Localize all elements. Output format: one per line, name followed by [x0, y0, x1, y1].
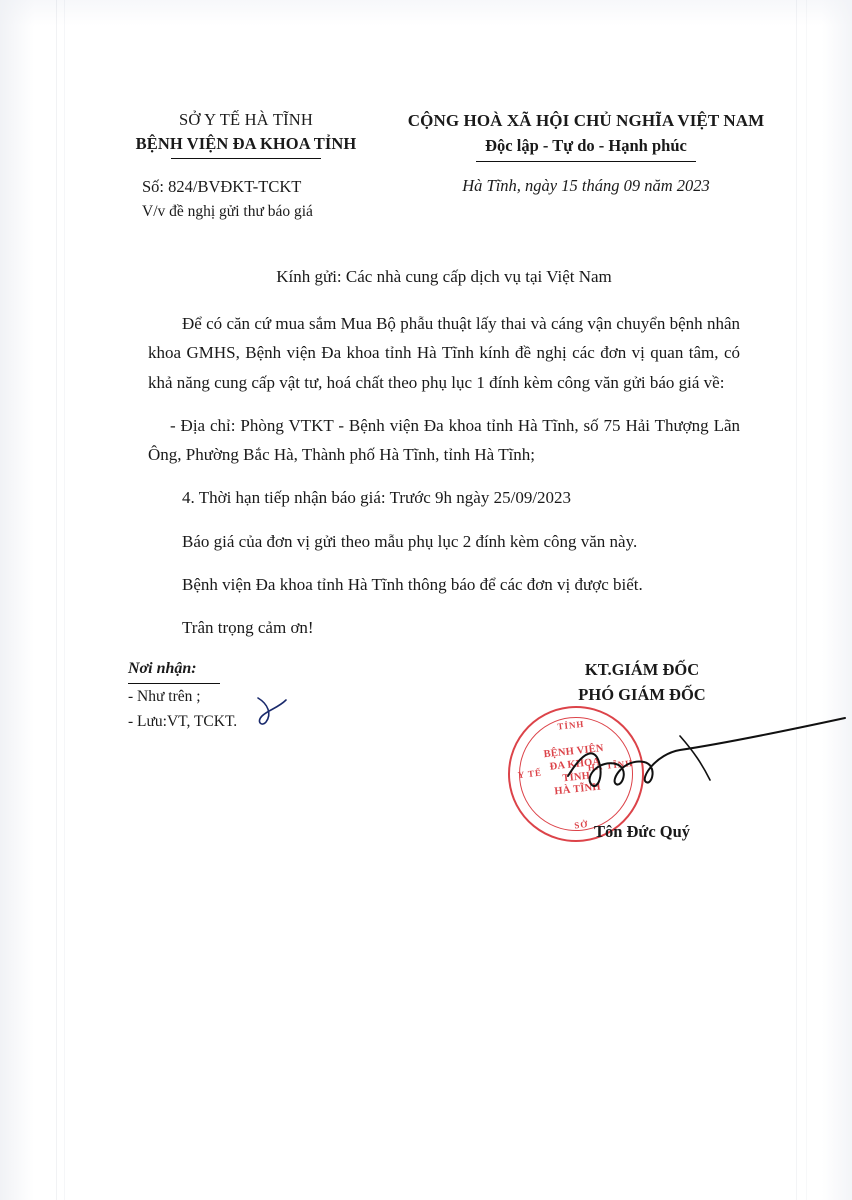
- issuing-organization: [96, 108, 396, 159]
- seal-arc-bottom: SỞ: [573, 819, 589, 831]
- recipients-title: Nơi nhận:: [128, 660, 197, 677]
- signer-name: Tôn Đức Quý: [593, 822, 691, 841]
- seal-center-line-1: BỆNH VIỆN: [543, 743, 605, 761]
- recipient-item: - Như trên ;: [128, 687, 201, 705]
- seal-arc-left: Y TẾ: [517, 767, 543, 781]
- document-reference: [96, 174, 396, 225]
- recipient-line: Kính gửi: Các nhà cung cấp dịch vụ tại Việt Nam: [276, 267, 612, 286]
- document-subject: V/v đề nghị gửi thư báo giá: [142, 203, 313, 221]
- document-number: Số: 824/BVĐKT-TCKT: [142, 177, 302, 196]
- body-paragraph-deadline: 4. Thời hạn tiếp nhận báo giá: Trước 9h ngày 25/09/2023: [182, 488, 572, 508]
- body-paragraph-address: - Địa chỉ: Phòng VTKT - Bệnh viện Đa khoa tỉnh Hà Tĩnh, số 75 Hải Thượng Lãn Ông, Phường Bắc Hà, Thành phố Hà Tĩnh, tỉnh Hà Tĩnh;: [148, 415, 740, 465]
- document-meta: [96, 174, 776, 225]
- department-name: SỞ Y TẾ HÀ TĨNH: [178, 110, 314, 129]
- place-and-date: Hà Tĩnh, ngày 15 tháng 09 năm 2023: [462, 176, 710, 195]
- seal-arc-right: HÀ TĨNH: [587, 757, 634, 773]
- header-divider: [171, 158, 321, 159]
- body-paragraph: Để có căn cứ mua sắm Mua Bộ phẫu thuật lấy thai và cáng vận chuyển bệnh nhân khoa GMHS, Bệnh viện Đa khoa tỉnh Hà Tĩnh kính đề nghị các đơn vị quan tâm, có khả năng cung cấp vật tư, hoá chất theo phụ lục 1 đính kèm công văn gửi báo giá về:: [148, 314, 740, 392]
- seal-center-line-3: TỈNH: [561, 770, 591, 784]
- signer-title-secondary: PHÓ GIÁM ĐỐC: [578, 684, 706, 704]
- document-body: [148, 262, 740, 656]
- document-header: [96, 108, 776, 162]
- recipient-item: - Lưu:VT, TCKT.: [128, 713, 238, 731]
- seal-arc-top: TỈNH: [556, 718, 585, 732]
- national-motto: Độc lập - Tự do - Hạnh phúc: [485, 135, 687, 155]
- hospital-name: BỆNH VIỆN ĐA KHOA TỈNH: [135, 133, 357, 153]
- body-paragraph-closing: Trân trọng cảm ơn!: [182, 618, 314, 638]
- national-heading: [396, 108, 776, 162]
- seal-center-line-4: HÀ TĨNH: [553, 781, 602, 798]
- body-paragraph-template: Báo giá của đơn vị gửi theo mẫu phụ lục 2 đính kèm công văn này.: [182, 531, 638, 551]
- signer-title-primary: KT.GIÁM ĐỐC: [584, 660, 700, 679]
- country-name: CỘNG HOÀ XÃ HỘI CHỦ NGHĨA VIỆT NAM: [407, 111, 765, 130]
- signer-title-block: [512, 658, 772, 708]
- recipients-block: [128, 656, 237, 734]
- seal-center-line-2: ĐA KHOA: [549, 756, 601, 773]
- motto-divider: [476, 161, 696, 162]
- body-paragraph-notice: Bệnh viện Đa khoa tỉnh Hà Tĩnh thông báo để các đơn vị được biết.: [182, 574, 643, 594]
- initial-mark-icon: [252, 694, 292, 728]
